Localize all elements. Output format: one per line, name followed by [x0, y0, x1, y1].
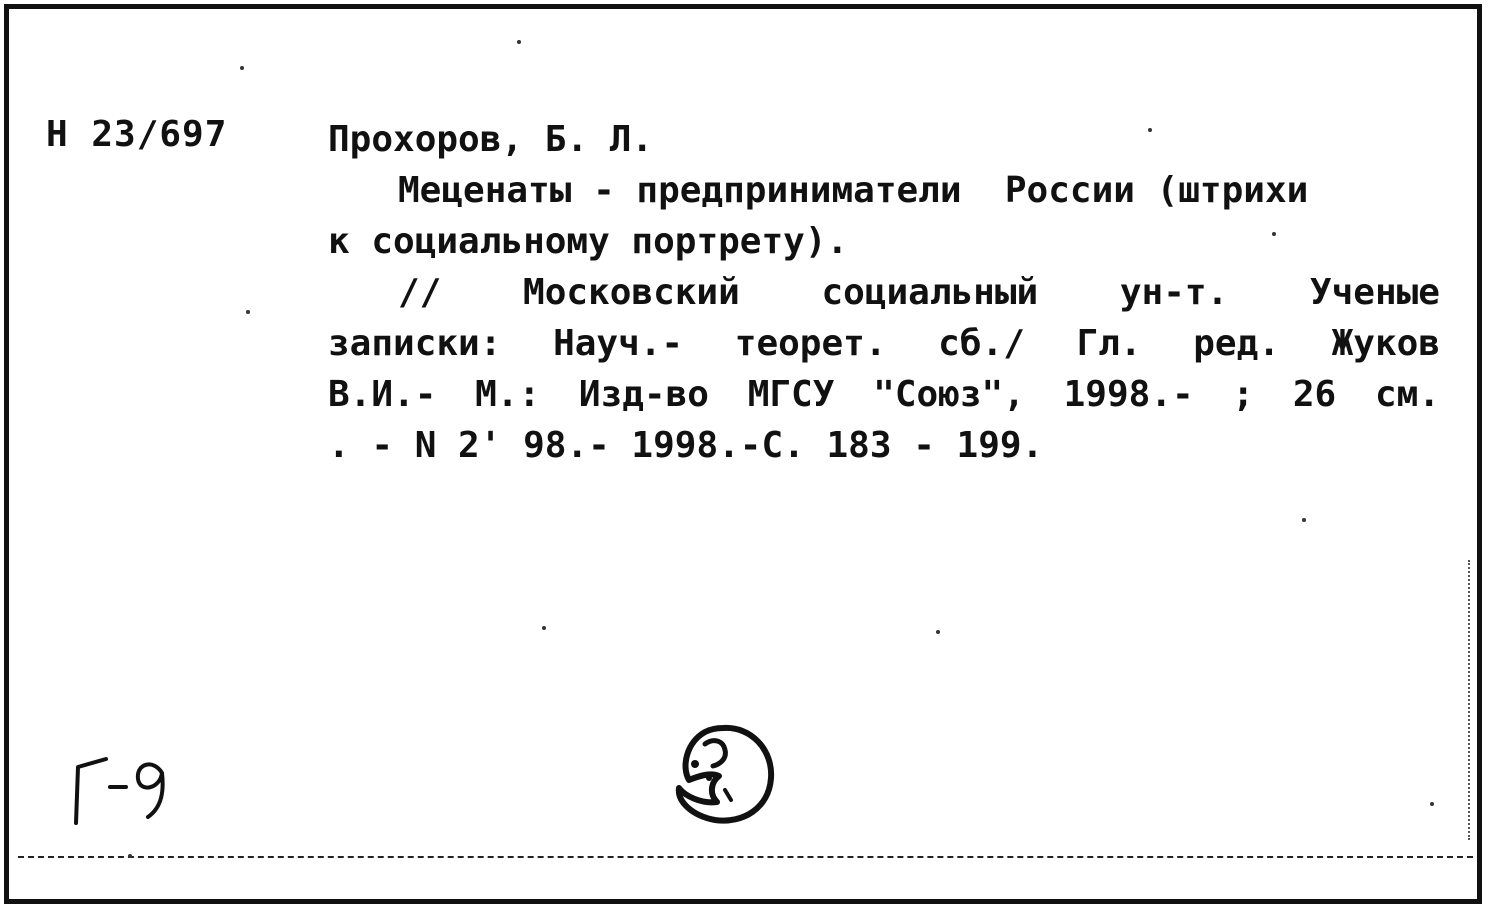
- source-word: В.И.-: [328, 374, 437, 415]
- source-word: //: [398, 272, 442, 313]
- source-word: записки:: [328, 323, 502, 364]
- paper-speck: [1430, 802, 1434, 806]
- handwritten-note-g9: [70, 745, 190, 825]
- source-word: социальный: [821, 272, 1039, 313]
- source-word: ред.: [1193, 323, 1280, 364]
- paper-speck: [128, 854, 132, 858]
- source-word: Ученые: [1309, 272, 1440, 313]
- author-line: Прохоров, Б. Л.: [328, 119, 654, 160]
- source-word: ун-т.: [1119, 272, 1229, 313]
- source-line-3: [328, 369, 1440, 420]
- source-word: Гл.: [1076, 323, 1142, 364]
- source-word: Изд-во: [578, 374, 709, 415]
- title-line-2: к социальному портрету).: [328, 221, 849, 262]
- card-right-dotted-rule: [1468, 560, 1470, 840]
- circular-library-stamp-icon: [665, 720, 780, 830]
- source-word: Жуков: [1331, 323, 1440, 364]
- source-word: Московский: [523, 272, 740, 313]
- paper-speck: [1302, 518, 1306, 522]
- source-word: Науч.-: [553, 323, 684, 364]
- source-word: 26: [1292, 374, 1337, 415]
- shelfmark: Н 23/697: [46, 114, 228, 155]
- source-line-4: . - N 2' 98.- 1998.-С. 183 - 199.: [328, 425, 1044, 466]
- source-word: см.: [1374, 374, 1440, 415]
- paper-speck: [1272, 232, 1276, 236]
- source-word: "Союз",: [873, 374, 1025, 415]
- source-line-2: [328, 318, 1440, 369]
- source-line-1: [328, 267, 1440, 318]
- source-word: ;: [1232, 374, 1255, 415]
- source-word: МГСУ: [747, 374, 835, 415]
- card-bottom-rule: [18, 856, 1473, 858]
- source-word: сб./: [938, 323, 1025, 364]
- source-word: 1998.-: [1063, 374, 1194, 415]
- paper-speck: [240, 66, 244, 70]
- paper-speck: [246, 310, 250, 314]
- paper-speck: [542, 626, 546, 630]
- paper-speck: [1148, 128, 1152, 132]
- paper-speck: [936, 630, 940, 634]
- bibliographic-entry: [328, 114, 1440, 471]
- source-word: М.:: [475, 374, 541, 415]
- source-word: теорет.: [734, 323, 887, 364]
- title-line-1: Меценаты - предприниматели России (штрихи: [398, 170, 1309, 211]
- paper-speck: [517, 40, 521, 44]
